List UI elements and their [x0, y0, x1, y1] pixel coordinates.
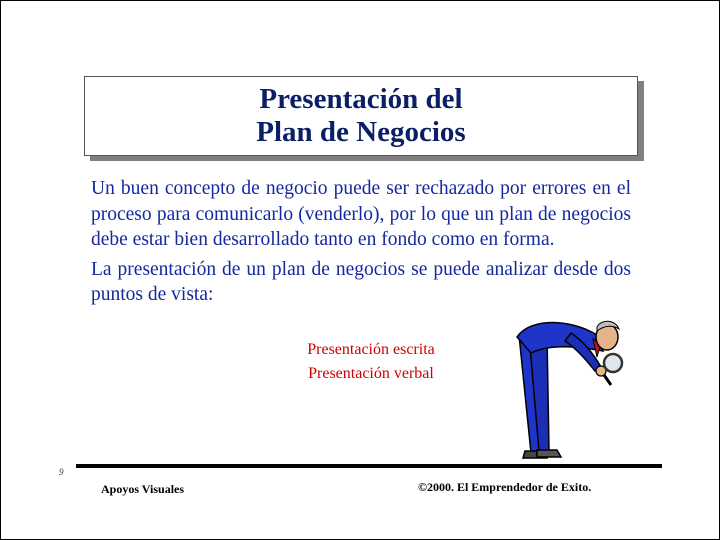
title-line-1: Presentación del	[259, 83, 463, 115]
bullet-list	[271, 338, 471, 386]
bullet-item-verbal: Presentación verbal	[308, 365, 434, 382]
bullet-item-written: Presentación escrita	[307, 341, 435, 358]
body-paragraph-1: Un buen concepto de negocio puede ser rechazado por errores en el proceso para comunicarlo (venderlo), por lo que un plan de negocios debe estar bien desarrollado tanto en fondo como en forma.	[91, 178, 631, 250]
body-paragraph-2: La presentación de un plan de negocios se puede analizar desde dos puntos de vista:	[91, 258, 631, 305]
body-text	[91, 176, 631, 312]
title-line-2: Plan de Negocios	[256, 116, 466, 148]
man-with-magnifying-glass-icon	[501, 313, 651, 463]
footer-left-text: Apoyos Visuales	[101, 482, 185, 496]
footer-copyright: ©2000. El Emprendedor de Exito.	[418, 480, 592, 494]
title-box	[84, 76, 638, 156]
page-number: 9	[59, 467, 64, 477]
footer-divider	[76, 464, 662, 468]
